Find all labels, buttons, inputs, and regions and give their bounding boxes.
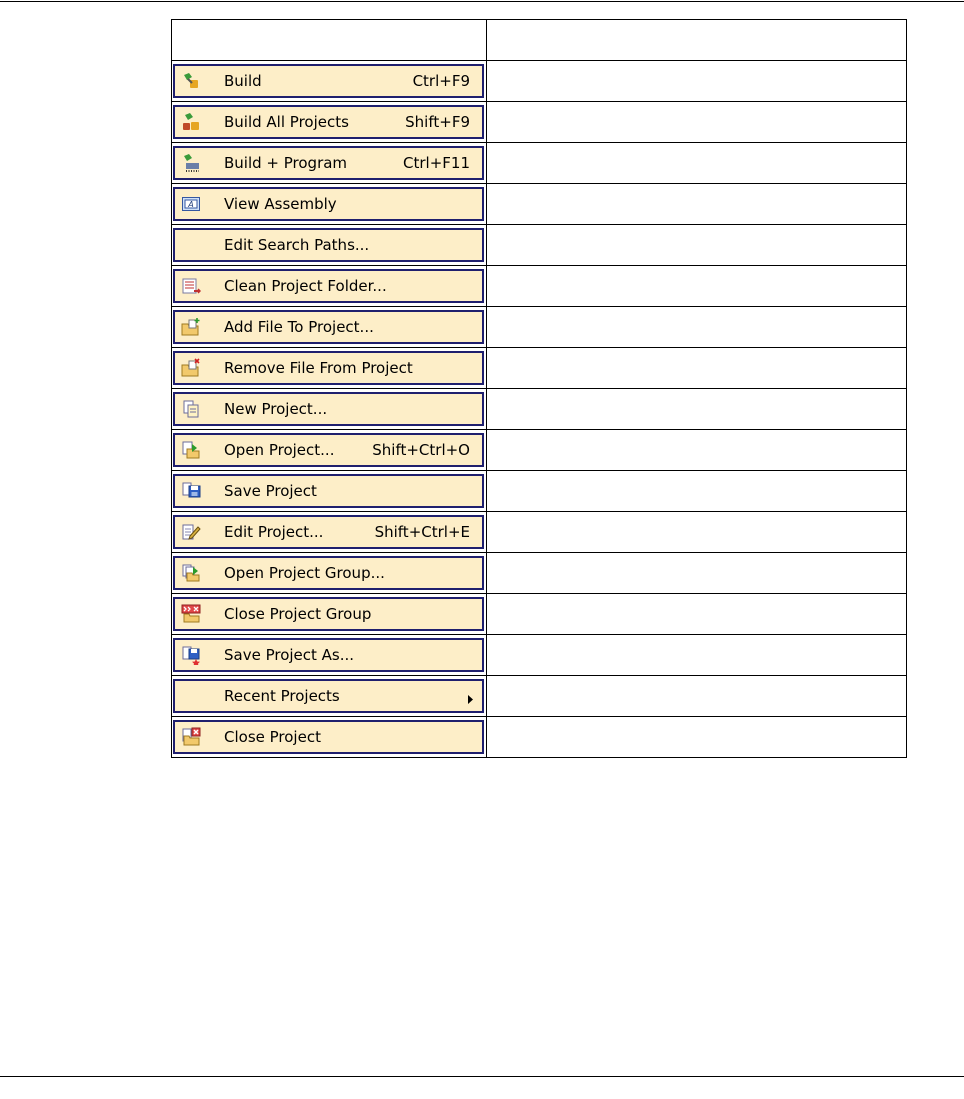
menu-item-close-project[interactable] [173,720,484,754]
close-group-icon [181,604,201,624]
description-cell [487,61,907,102]
description-cell [487,717,907,758]
menu-item-label: Build + Program [224,154,348,172]
menu-cell [172,102,487,143]
menu-item-label: Build [224,72,262,90]
menu-cell [172,717,487,758]
menu-item-label: Close Project Group [224,605,372,623]
table-row [172,266,907,307]
description-cell [487,389,907,430]
build-all-icon [181,112,201,132]
menu-cell [172,594,487,635]
table-row [172,307,907,348]
menu-item-edit-search-paths[interactable] [173,228,484,262]
build-program-icon [181,153,201,173]
menu-item-label: Recent Projects [224,687,340,705]
table-row [172,225,907,266]
svg-text:A: A [188,200,194,209]
menu-item-add-file-to-project[interactable] [173,310,484,344]
menu-item-label: Build All Projects [224,113,349,131]
open-group-icon [181,563,201,583]
menu-cell [172,512,487,553]
clean-folder-icon [181,276,201,296]
menu-item-label: Remove File From Project [224,359,413,377]
build-icon [181,71,201,91]
description-cell [487,635,907,676]
open-project-icon [181,440,201,460]
table-row [172,143,907,184]
edit-project-icon [181,522,201,542]
menu-item-close-project-group[interactable] [173,597,484,631]
menu-item-label: Open Project Group... [224,564,385,582]
menu-reference-table [171,19,907,758]
description-cell [487,184,907,225]
description-cell [487,553,907,594]
menu-cell [172,348,487,389]
menu-cell [172,225,487,266]
description-cell [487,594,907,635]
menu-cell [172,553,487,594]
description-cell [487,430,907,471]
table-row [172,512,907,553]
menu-item-shortcut: Ctrl+F11 [403,154,470,172]
table-row [172,594,907,635]
menu-item-build-program[interactable] [173,146,484,180]
description-cell [487,143,907,184]
menu-item-recent-projects[interactable] [173,679,484,713]
description-cell [487,102,907,143]
icon-placeholder [181,686,201,706]
save-as-icon [181,645,201,665]
menu-item-label: Save Project [224,482,317,500]
menu-item-label: Clean Project Folder... [224,277,387,295]
menu-item-shortcut: Shift+Ctrl+E [374,523,470,541]
menu-item-label: Open Project... [224,441,335,459]
header-rule [0,1,964,2]
menu-cell [172,635,487,676]
menu-item-shortcut: Ctrl+F9 [412,72,470,90]
menu-cell [172,266,487,307]
menu-item-edit-project[interactable] [173,515,484,549]
new-project-icon [181,399,201,419]
table-row [172,471,907,512]
table-row [172,717,907,758]
assembly-icon [181,194,201,214]
submenu-arrow-icon [467,691,474,709]
menu-item-label: New Project... [224,400,328,418]
description-cell [487,676,907,717]
menu-cell [172,184,487,225]
description-cell [487,471,907,512]
table-row [172,635,907,676]
menu-item-build[interactable] [173,64,484,98]
description-cell [487,225,907,266]
menu-item-save-project-as[interactable] [173,638,484,672]
table-row [172,184,907,225]
menu-item-new-project[interactable] [173,392,484,426]
menu-item-clean-project-folder[interactable] [173,269,484,303]
description-cell [487,307,907,348]
menu-cell [172,389,487,430]
menu-cell [172,61,487,102]
remove-file-icon [181,358,201,378]
menu-item-label: Edit Project... [224,523,324,541]
close-project-icon [181,727,201,747]
menu-item-shortcut: Shift+F9 [405,113,470,131]
table-row [172,389,907,430]
menu-cell [172,471,487,512]
header-cell-description [487,20,907,61]
table-row [172,102,907,143]
save-project-icon [181,481,201,501]
add-file-icon [181,317,201,337]
menu-cell [172,307,487,348]
footer-rule [0,1076,964,1077]
menu-item-label: Close Project [224,728,321,746]
table-row [172,348,907,389]
menu-cell [172,676,487,717]
menu-item-view-assembly[interactable] [173,187,484,221]
menu-cell [172,430,487,471]
menu-item-build-all-projects[interactable] [173,105,484,139]
menu-item-remove-file-from-project[interactable] [173,351,484,385]
menu-item-save-project[interactable] [173,474,484,508]
menu-item-shortcut: Shift+Ctrl+O [372,441,470,459]
menu-cell [172,143,487,184]
menu-item-open-project-group[interactable] [173,556,484,590]
table-row [172,61,907,102]
menu-item-label: Save Project As... [224,646,355,664]
icon-placeholder [181,235,201,255]
header-cell-menu [172,20,487,61]
table-row [172,430,907,471]
description-cell [487,266,907,307]
menu-item-label: View Assembly [224,195,337,213]
table-row [172,676,907,717]
menu-item-label: Add File To Project... [224,318,374,336]
description-cell [487,512,907,553]
table-row [172,553,907,594]
description-cell [487,348,907,389]
menu-item-open-project[interactable] [173,433,484,467]
menu-item-label: Edit Search Paths... [224,236,370,254]
